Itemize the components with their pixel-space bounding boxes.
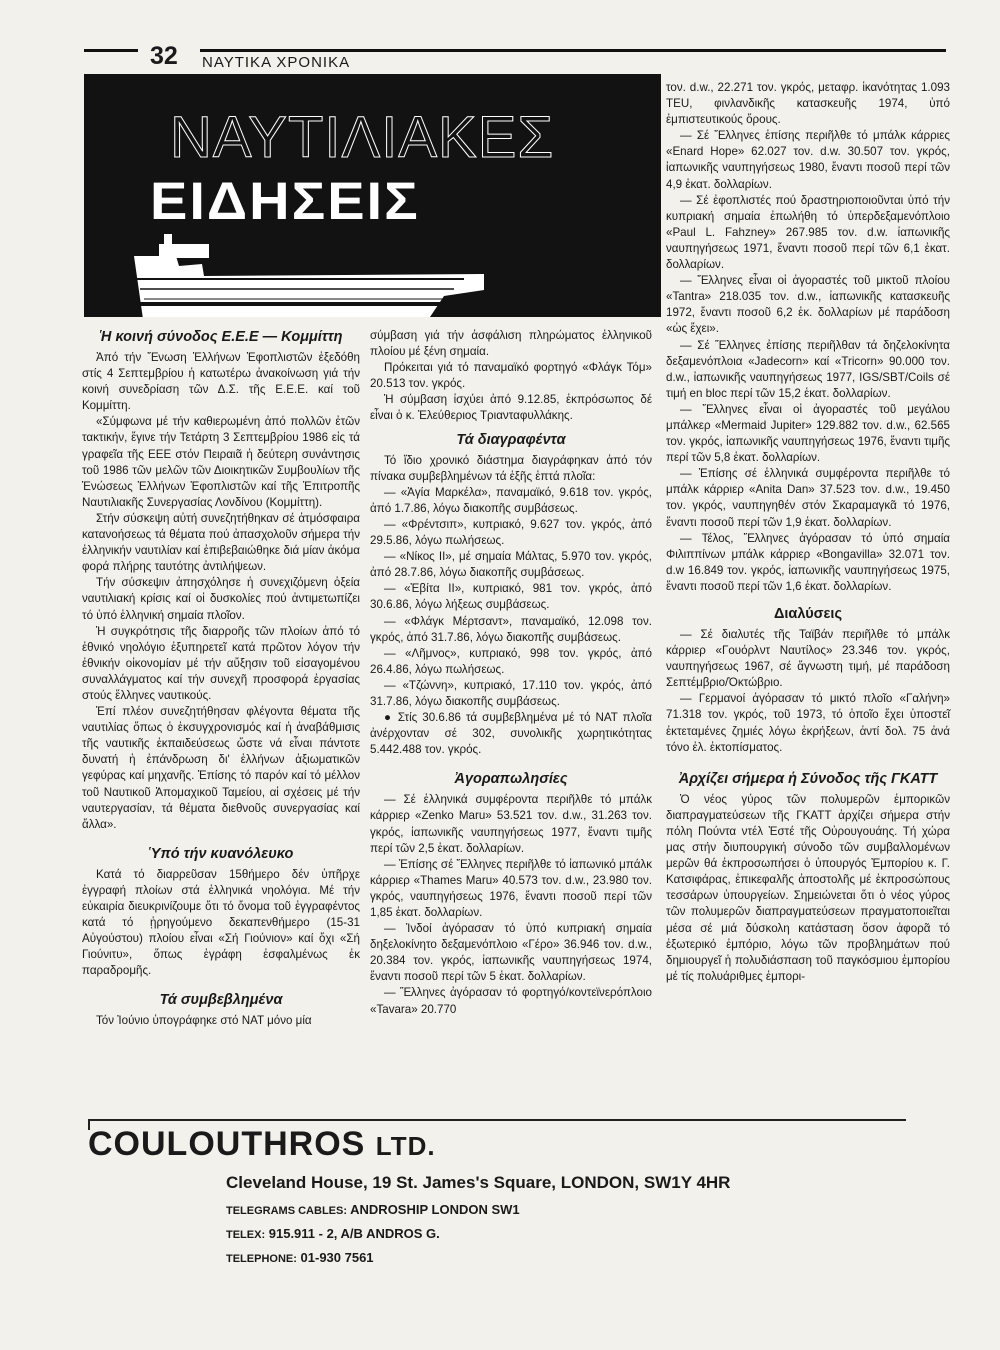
ad-telegrams-label: TELEGRAMS CABLES: (226, 1205, 347, 1217)
list-item: — «Ἐβίτα ΙΙ», κυπριακό, 981 τον. γκρός, ἀπό 30.6.86, λόγω λήξεως συμβάσεως. (370, 582, 652, 612)
list-item: — Ἐπίσης σέ ἑλληνικά συμφέροντα περιῆλθε τό μπάλκ κάρριερ «Anita Dan» 37.523 τον. d.w., 19.450 τον. γκρός, ναυπηγηθέν στόν Σκαραμαγκᾶ τό 1976, ἔναντι ποσοῦ περί τῶν 1,9 ἑκατ. δολλαρίων. (666, 467, 950, 529)
list-item: — Ἕλληνες εἶναι οἱ ἀγοραστές τοῦ μεγάλου μπάλκερ «Mermaid Jupiter» 129.882 τον. d.w., 62.565 τον. γκρός, ἰαπωνικῆς ναυπηγήσεως 1976, ἔναντι τιμῆς περί τῶν 5,8 ἑκατ. δολλαρίων. (666, 402, 950, 465)
column-3 (666, 80, 950, 985)
paragraph: τον. d.w., 22.271 τον. γκρός, μεταφρ. ἱκανότητας 1.093 TEU, φινλανδικῆς κατασκευῆς 1974, ὑπό ἐμπιστευτικούς ὅρους. (666, 81, 950, 127)
list-item: — Γερμανοί ἀγόρασαν τό μικτό πλοῖο «Γαλήνη» 71.318 τον. γκρός, τοῦ 1973, τό ὁποῖο ἔχει ὑποστεῖ ἐκτεταμένες ζημιές λόγω ἐκρήξεων, ἀντί δολ. 75 ἀνά τόνο ἐλ. ἐκτοπίσματος. (666, 692, 950, 754)
paragraph: Στήν σύσκεψη αὐτή συνεζητήθηκαν σέ ἀτμόσφαιρα κατανοήσεως τά θέματα πού ἀπασχολοῦν σήμερα τήν ἑλληνικήν ναυτιλίαν καί ἐπιβεβαιώθηκε διά μίαν ἀκόμα φορά πλήρης ταυτότης ἀντιλήψεων. (82, 511, 360, 574)
ad-telephone-label: TELEPHONE: (226, 1253, 297, 1265)
paragraph: Ἀπό τήν Ἕνωση Ἑλλήνων Ἐφοπλιστῶν ἐξεδόθη στίς 4 Σεπτεμβρίου ἡ κατωτέρω ἀνακοίνωση γιά τήν κοινή συνεδρίαση τῶν Δ.Σ. τῆς Ε.Ε.Ε. καί τοῦ Κομμίττη. (82, 351, 360, 413)
list-item: — Σέ ἑλληνικά συμφέροντα περιῆλθε τό μπάλκ κάρριερ «Zenko Maru» 53.521 τον. d.w., 31.263 τον. γκρός, ἰαπωνικῆς ναυπηγήσεως 1977, ἔναντι τιμῆς περί τῶν 2,5 ἑκατ. δολλαρίων. (370, 793, 652, 855)
list-item: — Σέ Ἕλληνες ἐπίσης περιῆλθαν τά δηζελοκίνητα δεξαμενόπλοια «Jadecorn» καί «Tricorn» 90.000 τον. d.w., ἰαπωνικῆς ναυπηγήσεως 1977, IGS/SBT/Coils σέ τιμή en bloc περί τῶν 15,2 ἑκατ. δολλαρίων. (666, 338, 950, 400)
ad-company-name (88, 1125, 436, 1164)
ad-telex (226, 1226, 440, 1241)
ad-telegrams (226, 1202, 520, 1217)
paragraph: Τήν σύσκεψιν ἀπησχόλησε ἡ συνεχιζόμενη ὀξεία ναυτιλιακή κρίσις καί οἱ δυσκολίες πού ἀντιμετωπίζει τό ὑπό ἑλληνική σημαία πλοῖον. (82, 576, 360, 622)
ad-telex-label: TELEX: (226, 1229, 266, 1241)
ad-top-rule (88, 1119, 906, 1121)
paragraph: Ἐπί πλέον συνεζητήθησαν φλέγοντα θέματα τῆς ναυτιλίας ὅπως ὁ ἐκσυγχρονισμός καί ἡ ἀναβάθμισις τῆς ναυτικῆς ἐκπαιδεύσεως ὥστε νά εἶναι πάντοτε δυνατή ἡ ἐπάνδρωση δι' ἑλλήνων ἀξιωματικῶν γεφύρας καί μηχανῆς. Ἐπίσης τό παρόν καί τό μέλλον τοῦ Ναυτικοῦ Ἀπομαχικοῦ Ταμείου, αἱ σχέσεις μέ τήν ναυτεργασίαν, τά θέματα διεθνοῦς συνεργασίας καί ἄλλα». (82, 705, 360, 831)
list-item: — «Λῆμνος», κυπριακό, 998 τον. γκρός, ἀπό 26.4.86, λόγω πωλήσεως. (370, 646, 652, 676)
header-rule-right (200, 49, 946, 52)
paragraph: Πρόκειται γιά τό παναμαϊκό φορτηγό «Φλάγκ Τόμ» 20.513 τον. γκρός. (370, 361, 652, 391)
page-number: 32 (150, 42, 178, 70)
list-item: — Ἰνδοί ἀγόρασαν τό ὑπό κυπριακή σημαία δηξελοκίνητο δεξαμενόπλοιο «Γέρο» 36.946 τον. d.w., 20.384 τον. γκρός, ἰαπωνικῆς ναυπηγήσεως 1974, ἔναντι ποσοῦ περί τῶν 5 ἑκατ. δολλαρίων. (370, 922, 652, 984)
section-heading: Ἀρχίζει σήμερα ἡ Σύνοδος τῆς ΓΚΑΤΤ (678, 770, 938, 787)
list-item: — Ἐπίσης σέ Ἕλληνες περιῆλθε τό ἰαπωνικό μπάλκ κάρριερ «Thames Maru» 40.573 τον. d.w., 23.980 τον. γκρός, ναυπηγήσεως 1976, ἔναντι ποσοῦ περί τῶν 1,85 ἑκατ. δολλαρίων. (370, 857, 652, 919)
paragraph: Ἡ συγκρότησις τῆς διαρροῆς τῶν πλοίων ἀπό τό ἐθνικό νηολόγιο ἐξυπηρετεῖ κατά πρῶτον λόγον τήν ἐθνικήν οἰκονομίαν μέ τήν αὔξησιν τοῦ εἰσαγομένου συναλλάγματος καί τήν συνεχῆ προσφορά ἐργασίας στούς ἕλληνες ναυτικούς. (82, 624, 360, 702)
paragraph: Τόν Ἰούνιο ὑπογράφηκε στό ΝΑΤ μόνο μία (96, 1014, 312, 1028)
list-item: — Σέ διαλυτές τῆς Ταϊβάν περιῆλθε τό μπάλκ κάρριερ «Γουόρλντ Ναυτίλος» 23.346 τον. γκρός, ναυπηγήσεως 1967, σέ ἄγνωστη τιμή, μέ παράδοση Σεπτέμβριο/Ὀκτώβριο. (666, 628, 950, 690)
list-item: — Τέλος, Ἕλληνες ἀγόρασαν τό ὑπό σημαία Φιλιππίνων μπάλκ κάρριερ «Bongavilla» 32.071 τον. d.w 16.849 τον. γκρός, ἰαπωνικῆς ναυπηγήσεως 1975, ἔναντι ποσοῦ περί τῶν 1,6 ἑκατ. δολλαρίων. (666, 531, 950, 593)
paragraph: Κατά τό διαρρεῦσαν 15θήμερο δέν ὑπῆρχε ἐγγραφή πλοίων στά ἑλληνικά νηολόγια. Μέ τήν εὐκαιρία διευκρινίζουμε ὅτι τό ὄνομα τοῦ ἐγγραφέντος κατά τό ᾑρηγούμενο δεκαπενθήμερο (15-31 Αὐγούστου) πλοίου εἶναι «Σή Γιούνιον» καί ὄχι «Σή Γιούνιτυ», ὅπως ἐγράφη ἐσφαλμένως ἐκ παραδρομῆς. (82, 867, 360, 978)
ad-telegrams-value: ANDROSHIP LONDON SW1 (350, 1202, 520, 1217)
banner-title-line2: ΕΙΔΗΣΕΙΣ (150, 170, 420, 231)
list-item: — «Ἁγία Μαρκέλα», παναμαϊκό, 9.618 τον. γκρός, ἀπό 1.7.86, λόγω διακοπῆς συμβάσεως. (370, 485, 652, 515)
ad-company-suffix: LTD. (375, 1131, 436, 1161)
ad-telephone-value: 01-930 7561 (300, 1250, 374, 1265)
section-heading: Τά συμβεβλημένα (159, 992, 283, 1009)
section-heading: Ὑπό τήν κυανόλευκο (148, 845, 294, 862)
list-item: — «Νίκος ΙΙ», μέ σημαία Μάλτας, 5.970 τον. γκρός, ἀπό 28.7.86, λόγω διακοπῆς συμβάσεως. (370, 550, 652, 580)
section-heading: Διαλύσεις (773, 606, 843, 622)
list-item: — Ἕλληνες ἀγόρασαν τό φορτηγό/κοντεϊνερόπλοιο «Tavara» 20.770 (370, 986, 652, 1016)
list-item: — «Τζώννη», κυπριακό, 17.110 τον. γκρός, ἀπό 31.7.86, λόγω διακοπῆς συμβάσεως. (370, 678, 652, 708)
paragraph: Ὁ νέος γύρος τῶν πολυμερῶν ἐμπορικῶν διαπραγματεύσεων τῆς ΓΚΑΤΤ ἀρχίζει σήμερα στήν πόλη Πούντα ντέλ Ἐστέ τῆς Οὐρουγουάης. Τή χώρα μας στήν διυπουργική σύνοδο τῶν συμβαλλομένων μερῶν θά ἐκπροσωπήσει ὁ ὑπουργός Ἐμπορίου κ. Γ. Κατσιφάρας, ἐπικεφαλῆς ἀποστολῆς μέ ἐκπροσώπους τεσσάρων ὑπουργείων. Σημειώνεται ὅτι ὁ νέος γύρος τῶν πολυμερῶν διαπραγματεύσεων πραγματοποιεῖται μέσα σέ μιά δύσκολη κατάσταση ὅσον ἀφορᾶ τό ἐξωτερικό ἐμπόριο, λόγω τῶν προβλημάτων πού δημιουργεῖ ἡ πολυδιάσπαση τοῦ παγκόσμιου ἐμπορίου μέ τίς πολυάριθμες ἐμπορι- (666, 792, 950, 983)
paragraph: σύμβαση γιά τήν ἀσφάλιση πληρώματος ἑλληνικοῦ πλοίου μέ ξένη σημαία. (370, 329, 652, 359)
paragraph: ● Στίς 30.6.86 τά συμβεβλημένα μέ τό ΝΑΤ πλοῖα ἀνέρχονταν σέ 302, συνολικῆς χωρητικότητας 5.442.488 τον. γκρός. (370, 711, 652, 757)
list-item: — Σέ Ἕλληνες ἐπίσης περιῆλθε τό μπάλκ κάρριες «Enard Hope» 62.027 τον. d.w. 30.507 τον. γκρός, ἰαπωνικῆς ναυπηγήσεως 1980, ἔναντι ποσοῦ περί τῶν 4,9 ἑκατ. δολλαρίων. (666, 129, 950, 191)
ad-address: Cleveland House, 19 St. James's Square, LONDON, SW1Y 4HR (226, 1173, 731, 1192)
list-item: — «Φρέντσιπ», κυπριακό, 9.627 τον. γκρός, ἀπό 29.5.86, λόγω πωλήσεως. (370, 517, 652, 548)
ad-telex-value: 915.911 - 2, A/B ANDROS G. (268, 1226, 440, 1241)
magazine-name: ΝΑΥΤΙΚΑ ΧΡΟΝΙΚΑ (202, 54, 351, 71)
list-item: — Σέ ἐφοπλιστές πού δραστηριοποιοῦνται ὑπό τήν κυπριακή σημαία ἐπωλήθη τό ὑπερδεξαμενόπλοιο «Paul L. Fahzney» 267.985 τον. d.w. ἰαπωνικῆς ναυπηγήσεως 1971, ἔναντι ποσοῦ περί τῶν 6,1 ἑκατ. δολλαρίων. (666, 193, 950, 272)
list-item: — «Φλάγκ Μέρτσαντ», παναμαϊκό, 12.098 τον. γκρός, ἀπό 31.7.86, λόγω διακοπῆς συμβάσεως. (370, 614, 652, 644)
header-rule-left (84, 49, 138, 52)
ad-telephone (226, 1250, 374, 1265)
article-heading: Ἡ κοινή σύνοδος Ε.Ε.Ε — Κομμίττη (99, 329, 343, 345)
ad-company: COULOUTHROS (88, 1125, 366, 1163)
banner-title-line1: ΝΑΥΤΙΛΙΑΚΕΣ (170, 105, 555, 170)
paragraph: «Σύμφωνα μέ τήν καθιερωμένη ἀπό πολλῶν ἐτῶν τακτικήν, ἔγινε τήν Τετάρτη 3 Σεπτεμβρίου 1986 εἰς τά γραφεῖα τῆς ΕΕΕ στόν Πειραιᾶ ἡ δεύτερη συνάντησις τοῦ 1986 τῶν μελῶν τῶν Διοικητικῶν Συμβουλίων τῆς Ἑνώσεως Ἑλλήνων Ἐφοπλιστῶν καί τῆς Ἐπιτροπῆς Ναυτιλιακῆς Συνεργασίας Λονδίνου (Κομμίττη). (82, 415, 360, 509)
section-heading: Ἀγοραπωλησίες (454, 771, 568, 788)
paragraph: Ἡ σύμβαση ἰσχύει ἀπό 9.12.85, ἐκπρόσωπος δέ εἶναι ὁ κ. Ἐλεύθεριος Τριανταφυλλάκης. (370, 393, 652, 423)
section-heading: Τά διαγραφέντα (456, 431, 566, 448)
list-item: — Ἕλληνες εἶναι οἱ ἀγοραστές τοῦ μικτοῦ πλοίου «Tantra» 218.035 τον. d.w., ἰαπωνικῆς κατασκευῆς 1972, ἔναντι ποσοῦ 6,2 ἑκ. δολλαρίων μέ παράδοση «ὡς ἔχει». (666, 274, 950, 336)
paragraph: Τό ἴδιο χρονικό διάστημα διαγράφηκαν ἀπό τόν πίνακα συμβεβλημένων τά ἑξῆς ἑπτά πλοῖα: (370, 453, 652, 483)
column-1 (82, 328, 360, 1030)
column-2 (370, 328, 652, 1018)
